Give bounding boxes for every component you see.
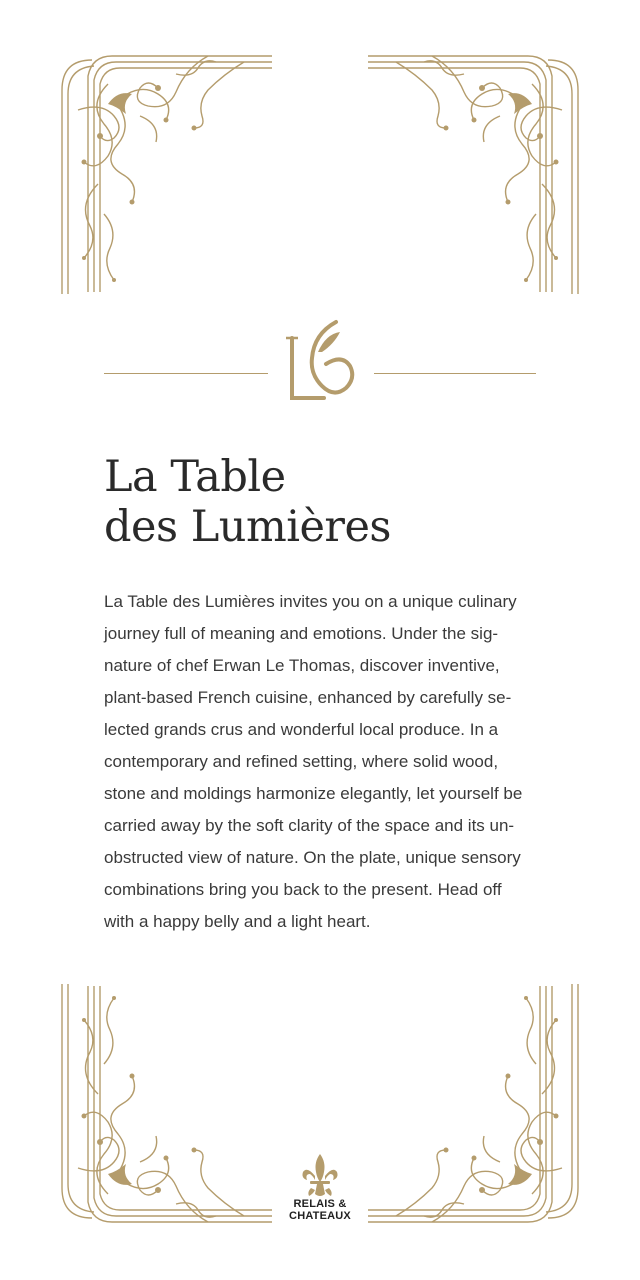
description-line: stone and moldings harmonize elegantly, let yourself be (104, 784, 523, 803)
ornament-corner-top-left (48, 44, 288, 294)
ornament-corner-bottom-right (352, 984, 592, 1234)
description-line: with a happy belly and a light heart. (104, 912, 371, 931)
description-line: combinations bring you back to the present. Head off (104, 880, 502, 899)
ornament-corner-bottom-left (48, 984, 288, 1234)
description-paragraph (104, 586, 536, 938)
brand-name-line-1: RELAIS & (293, 1198, 347, 1210)
description-line: obstructed view of nature. On the plate, unique sensory (104, 848, 521, 867)
description-line: nature of chef Erwan Le Thomas, discover inventive, (104, 656, 500, 675)
ornament-corner-top-right (352, 44, 592, 294)
relais-chateaux-logo (280, 1152, 360, 1232)
title-line-1: La Table (104, 452, 286, 502)
description-line: plant-based French cuisine, enhanced by carefully se- (104, 688, 512, 707)
description-line: La Table des Lumières invites you on a unique culinary (104, 592, 517, 611)
fleur-de-lis-icon (301, 1152, 339, 1198)
description-line: journey full of meaning and emotions. Under the sig- (104, 624, 499, 643)
ornament-scroll-icon (48, 984, 288, 1234)
lumieres-monogram-icon (278, 318, 362, 410)
ornament-scroll-icon (48, 44, 288, 294)
title-line-2: des Lumières (104, 502, 392, 552)
ornament-scroll-icon (352, 984, 592, 1234)
description-line: contemporary and refined setting, where solid wood, (104, 752, 499, 771)
description-line: lected grands crus and wonderful local produce. In a (104, 720, 499, 739)
divider-line-right (374, 373, 536, 374)
brand-name-line-2: CHATEAUX (289, 1210, 351, 1222)
ornament-scroll-icon (352, 44, 592, 294)
page-title (104, 452, 391, 552)
description-line: carried away by the soft clarity of the space and its un- (104, 816, 515, 835)
divider-line-left (104, 373, 268, 374)
